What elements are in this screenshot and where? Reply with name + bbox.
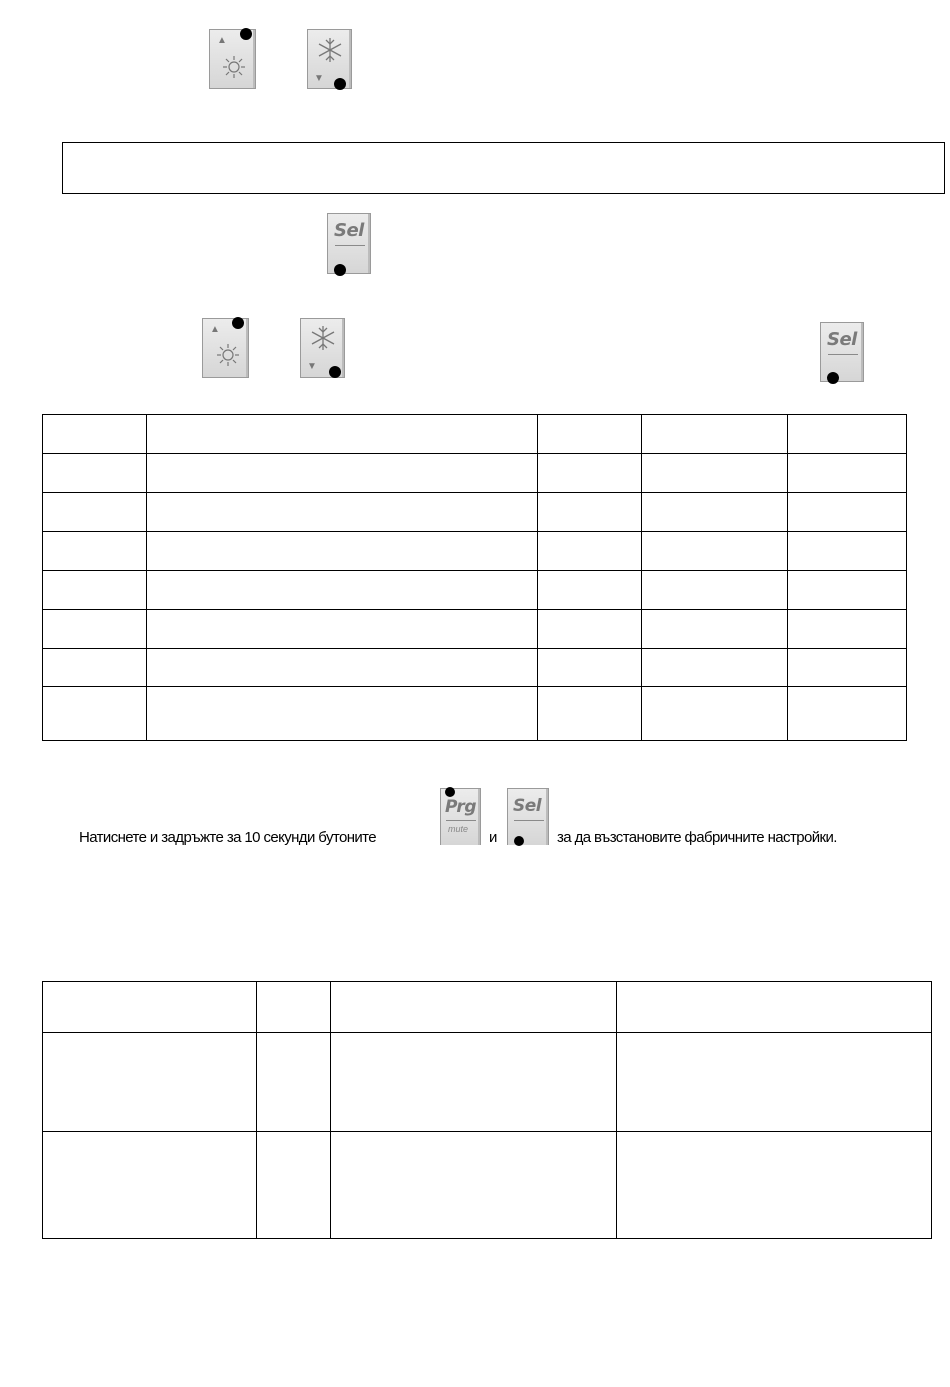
prg-label: Prg [445, 797, 476, 817]
led-indicator [240, 28, 252, 40]
up-arrow-icon: ▲ [210, 324, 220, 335]
down-arrow-icon: ▼ [307, 361, 317, 372]
table-row [42, 531, 907, 532]
table-row [42, 570, 907, 571]
led-indicator [514, 836, 524, 846]
led-indicator [329, 366, 341, 378]
table-row [42, 686, 907, 687]
instruction-part1: Натиснете и задръжте за 10 секунди бутоните [79, 829, 377, 846]
table-row [42, 453, 907, 454]
divider [828, 354, 858, 355]
up-sun-button[interactable] [202, 318, 249, 378]
table-row [42, 609, 907, 610]
sel-label: Sel [827, 329, 857, 350]
table-row [42, 1238, 932, 1239]
sel-button[interactable] [507, 788, 549, 845]
up-sun-button[interactable] [209, 29, 256, 89]
note-box [62, 142, 945, 194]
down-snowflake-button[interactable] [307, 29, 352, 89]
sel-label: Sel [334, 220, 364, 241]
prg-mute-button[interactable] [440, 788, 481, 845]
parameter-table [42, 414, 907, 741]
divider [335, 245, 365, 246]
sel-button[interactable] [820, 322, 864, 382]
reset-instruction [79, 829, 376, 846]
divider [514, 820, 544, 821]
table-row [42, 1032, 932, 1033]
table-row [42, 740, 907, 741]
sel-button[interactable] [327, 213, 371, 274]
divider [446, 820, 476, 821]
table-row [42, 648, 907, 649]
instruction-part2: за да възстановите фабричните настройки. [557, 829, 837, 846]
led-indicator [334, 264, 346, 276]
led-indicator [827, 372, 839, 384]
mute-label: mute [448, 824, 469, 834]
led-indicator [232, 317, 244, 329]
alarm-table [42, 981, 932, 1239]
table-row [42, 981, 932, 982]
table-row [42, 414, 907, 415]
down-snowflake-button[interactable] [300, 318, 345, 378]
table-row [42, 492, 907, 493]
led-indicator [334, 78, 346, 90]
sel-label: Sel [513, 796, 542, 816]
led-indicator [445, 787, 455, 797]
instruction-conjunction: и [489, 829, 498, 846]
table-row [42, 1131, 932, 1132]
down-arrow-icon: ▼ [314, 73, 324, 84]
up-arrow-icon: ▲ [217, 35, 227, 46]
